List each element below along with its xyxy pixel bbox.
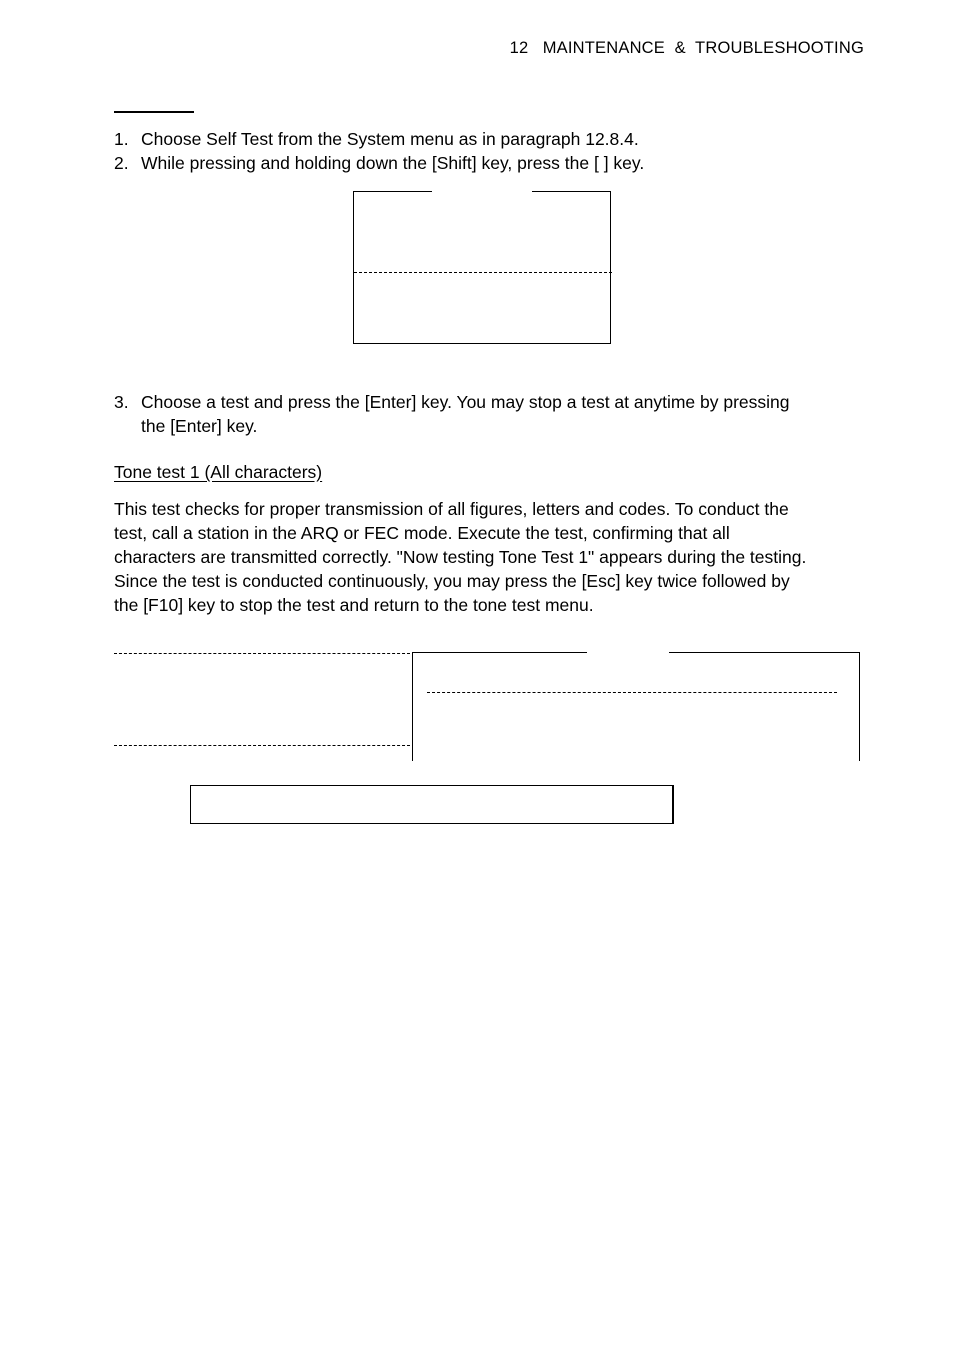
- step-text: While pressing and holding down the [Shift] key, press the [ ] key.: [141, 153, 645, 173]
- step-number: 1.: [114, 129, 129, 149]
- status-message-box: [190, 785, 674, 824]
- step-number: 2.: [114, 153, 129, 173]
- paragraph-line: This test checks for proper transmission of all figures, letters and codes. To conduct the: [114, 499, 789, 519]
- left-panel-bottom-dash: [114, 745, 410, 746]
- paragraph-line: Since the test is conducted continuously, you may press the [Esc] key twice followed by: [114, 571, 790, 591]
- figure-title-gap: [432, 190, 532, 194]
- tone-test-1-heading: Tone test 1 (All characters): [114, 462, 323, 482]
- paragraph-line: characters are transmitted correctly. "Now testing Tone Test 1" appears during the testing.: [114, 547, 807, 567]
- step-text: Choose Self Test from the System menu as in paragraph 12.8.4.: [141, 129, 639, 149]
- page-header-chapter-title: 12 MAINTENANCE & TROUBLESHOOTING: [509, 39, 864, 57]
- step-text-line-1: Choose a test and press the [Enter] key. You may stop a test at anytime by pressing: [141, 392, 790, 412]
- tone-test-screen-figure: [412, 652, 860, 761]
- step-1: [114, 127, 854, 151]
- figure-title-gap: [587, 651, 669, 655]
- step-text-line-2: the [Enter] key.: [141, 416, 258, 436]
- figure-divider: [354, 272, 612, 273]
- step-3: [114, 390, 854, 438]
- self-test-menu-figure: [353, 191, 611, 344]
- figure-divider: [427, 692, 837, 693]
- step-number: 3.: [114, 392, 129, 412]
- section-title-rule: [114, 111, 194, 113]
- step-2: [114, 151, 854, 175]
- left-panel-top-dash: [114, 653, 410, 654]
- paragraph-line: the [F10] key to stop the test and return to the tone test menu.: [114, 595, 594, 615]
- paragraph-line: test, call a station in the ARQ or FEC mode. Execute the test, confirming that all: [114, 523, 730, 543]
- tone-test-1-description: [114, 497, 854, 617]
